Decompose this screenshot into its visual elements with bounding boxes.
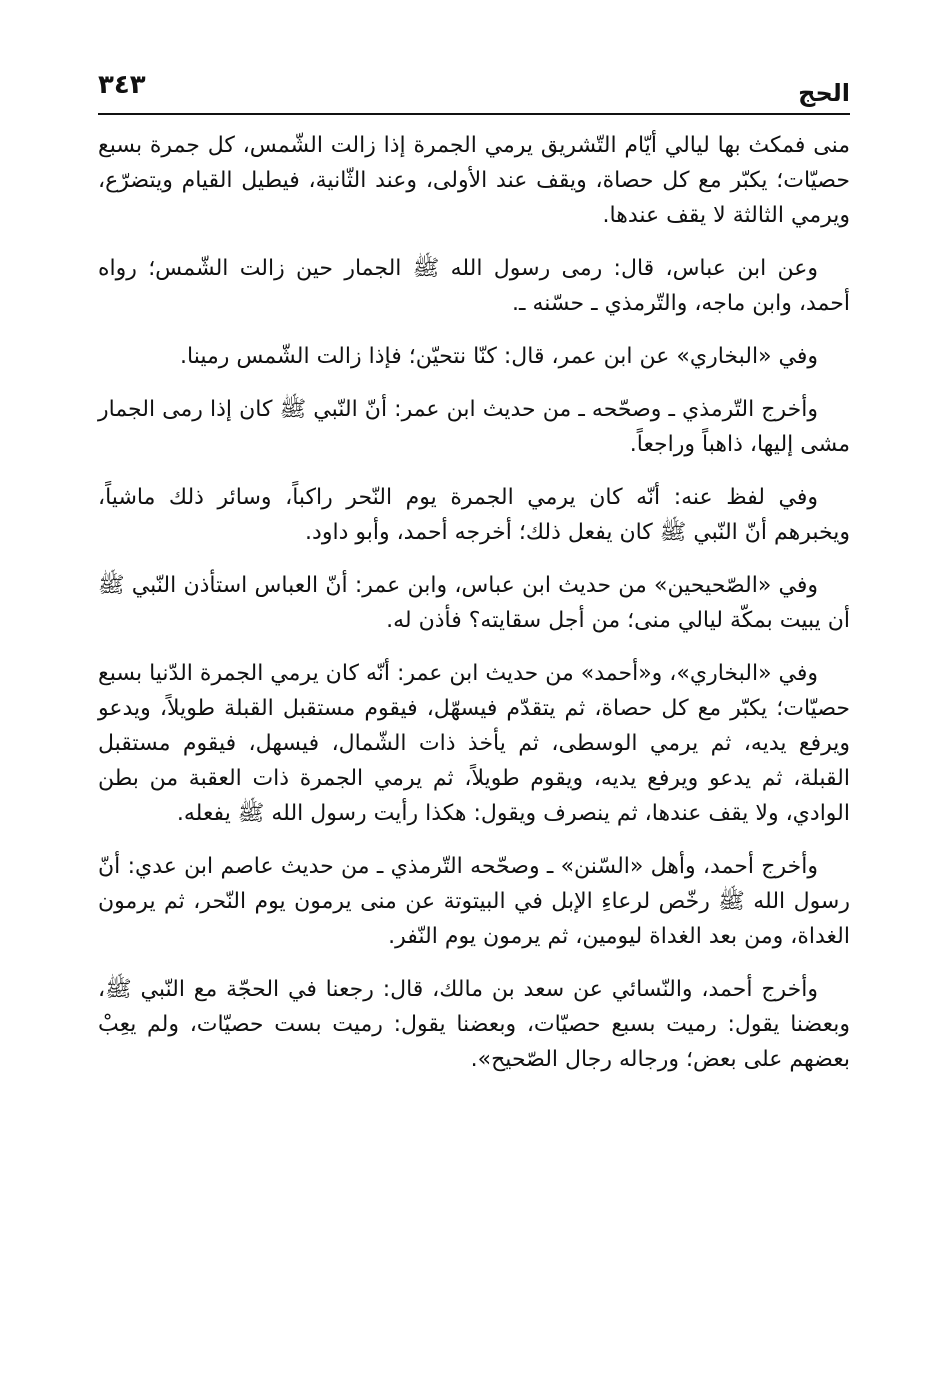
paragraph: وأخرج أحمد، وأهل «السّنن» ـ وصحّحه التّرمذي ـ من حديث عاصم ابن عدي: أنّ رسول الله ﷺ رخّص لرعاءِ الإبل في البيتوتة عن منى يرمون يوم النّحر، ثم يرمون الغداة، ومن بعد الغداة ليومين، ثم يرمون يوم النّفر.: [98, 854, 850, 949]
paragraph: وفي «الصّحيحين» من حديث ابن عباس، وابن عمر: أنّ العباس استأذن النّبي ﷺ أن يبيت بمكّة ليالي منى؛ من أجل سقايته؟ فأذن له.: [98, 573, 850, 633]
paragraph: وأخرج أحمد، والنّسائي عن سعد بن مالك، قال: رجعنا في الحجّة مع النّبي ﷺ، وبعضنا يقول: رميت بسبع حصيّات، وبعضنا يقول: رميت بست حصيّات، ولم يعِبْ بعضهم على بعض؛ ورجاله رجال الصّحيح».: [98, 977, 850, 1072]
paragraph: وعن ابن عباس، قال: رمى رسول الله ﷺ الجمار حين زالت الشّمس؛ رواه أحمد، وابن ماجه، والتّرمذي ـ حسّنه ـ.: [98, 256, 850, 316]
paragraph: منى فمكث بها ليالي أيّام التّشريق يرمي الجمرة إذا زالت الشّمس، كل جمرة بسبع حصيّات؛ يكبّر مع كل حصاة، ويقف عند الأولى، وعند الثّانية، فيطيل القيام ويتضرّع، ويرمي الثالثة لا يقف عندها.: [98, 133, 850, 228]
header-rule: [98, 113, 850, 115]
paragraph: وفي لفظ عنه: أنّه كان يرمي الجمرة يوم النّحر راكباً، وسائر ذلك ماشياً، ويخبرهم أنّ النّبي ﷺ كان يفعل ذلك؛ أخرجه أحمد، وأبو داود.: [98, 485, 850, 545]
running-header: [98, 66, 850, 112]
page-number: ٣٤٣: [98, 70, 146, 100]
section-title: الحج: [798, 79, 850, 107]
paragraph: وفي «البخاري»، و«أحمد» من حديث ابن عمر: أنّه كان يرمي الجمرة الدّنيا بسبع حصيّات؛ يكبّر مع كل حصاة، ثم يتقدّم فيسهّل، فيقوم مستقبل القبلة طويلاً، ويدعو ويرفع يديه، ثم يرمي الوسطى، ثم يأخذ ذات الشّمال، فيسهل، فيقوم مستقبل القبلة، ثم يدعو ويرفع يديه، ويقوم طويلاً، ثم يرمي الجمرة ذات العقبة من بطن الوادي، ولا يقف عندها، ثم ينصرف ويقول: هكذا رأيت رسول الله ﷺ يفعله.: [98, 661, 850, 826]
paragraph: وأخرج التّرمذي ـ وصحّحه ـ من حديث ابن عمر: أنّ النّبي ﷺ كان إذا رمى الجمار مشى إليها، ذاهباً وراجعاً.: [98, 397, 850, 457]
body-text: [98, 128, 850, 1095]
paragraph: وفي «البخاري» عن ابن عمر، قال: كنّا نتحيّن؛ فإذا زالت الشّمس رمينا.: [180, 344, 818, 369]
